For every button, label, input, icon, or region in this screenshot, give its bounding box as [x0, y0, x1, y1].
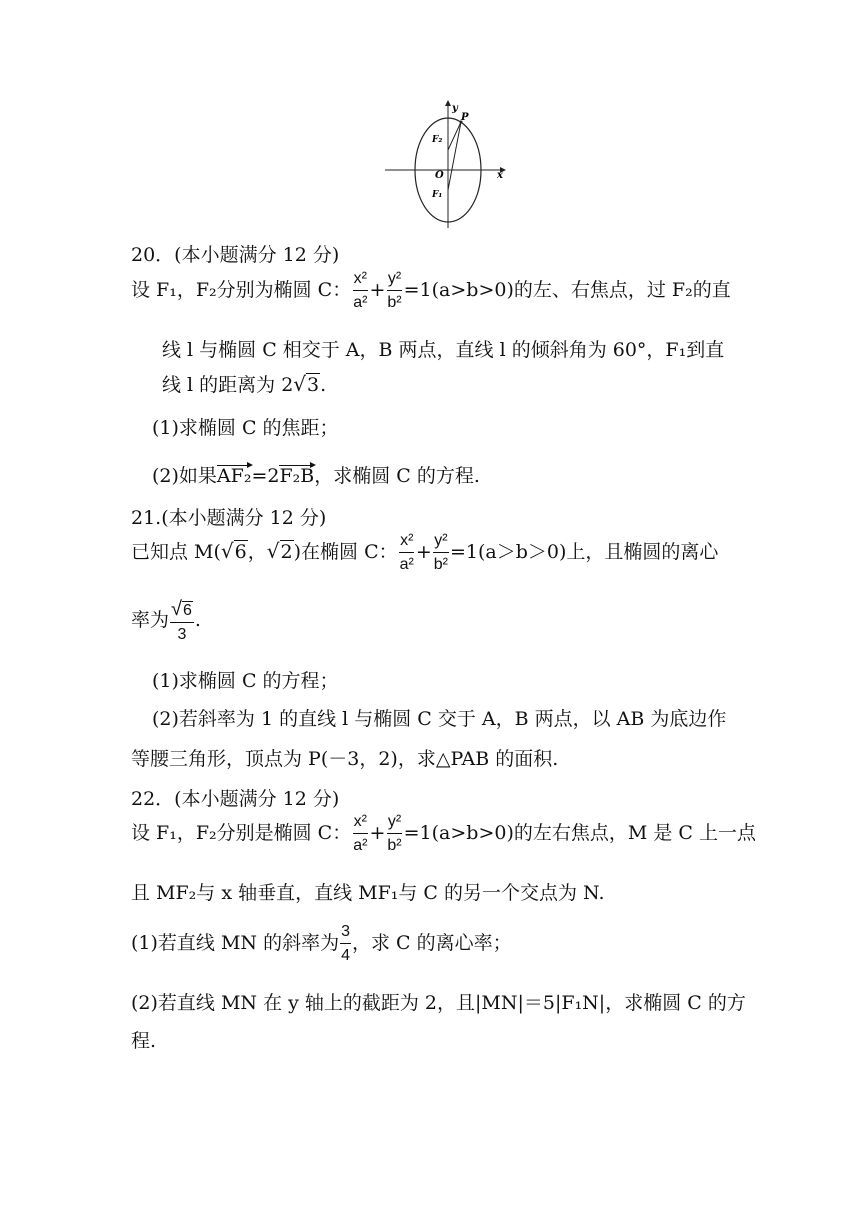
q21-stem: 已知点 M(√6，√2)在椭圆 C： $\frac{\text{x²}}{\text{a²}}$ + $\frac{\text{y²}}{\text{b²}}$ =1(a＞b＞0)上，且椭圆的离心	[131, 532, 719, 573]
q22-stem: 设 F₁，F₂分别是椭圆 C： $\frac{\text{x²}}{\text{a²}}$ + $\frac{\text{y²}}{\text{b²}}$ =1(a>b>0)的左右焦点，M 是 C 上一点	[131, 813, 756, 854]
q22-part1: (1)若直线 MN 的斜率为 $\frac{3}{4}$ ，求 C 的离心率；	[131, 923, 512, 964]
segment-f2-p	[448, 122, 461, 150]
q21-part1: (1)求椭圆 C 的方程；	[152, 670, 339, 692]
q20-line2: 线 l 与椭圆 C 相交于 A，B 两点，直线 l 的倾斜角为 60°，F₁到直	[162, 339, 725, 361]
q22-line2: 且 MF₂与 x 轴垂直，直线 MF₁与 C 的另一个交点为 N.	[131, 882, 605, 904]
q20-header: 20．(本小题满分 12 分)	[131, 244, 340, 266]
q20-part2: (2)如果AF₂=2F₂B，求椭圆 C 的方程.	[152, 465, 480, 487]
q22-frac-slope: $\frac{3}{4}$	[341, 923, 350, 964]
q20-frac-x: $\frac{\text{x²}}{\text{a²}}$	[353, 270, 368, 311]
q21-sqrt6: √6	[220, 539, 247, 563]
q21-frac-ecc: $\frac{√6}{3}$	[171, 598, 192, 643]
q21-frac-x: $\frac{\text{x²}}{\text{a²}}$	[399, 532, 414, 573]
label-f1: F₁	[432, 190, 443, 200]
label-o: O	[435, 170, 444, 181]
q22-part2-line1: (2)若直线 MN 在 y 轴上的截距为 2，且|MN|＝5|F₁N|，求椭圆 C 的方	[131, 992, 746, 1014]
q21-part2-line2: 等腰三角形，顶点为 P(－3，2)，求△PAB 的面积.	[131, 748, 559, 770]
q20-frac-y: $\frac{\text{y²}}{\text{b²}}$	[387, 270, 402, 311]
q22-frac-y: $\frac{\text{y²}}{\text{b²}}$	[387, 813, 402, 854]
label-y: y	[452, 103, 458, 114]
label-p: P	[461, 112, 469, 123]
y-axis-arrow	[445, 100, 451, 106]
label-x: x	[497, 170, 503, 181]
q20-vector-f2b: F₂B	[279, 465, 315, 487]
q20-sqrt3: √3	[293, 372, 320, 396]
segment-f1-p	[448, 122, 461, 190]
ellipse-figure	[385, 98, 510, 230]
q21-part2-line1: (2)若斜率为 1 的直线 l 与椭圆 C 交于 A，B 两点，以 AB 为底边作	[152, 708, 727, 730]
q22-header: 22．(本小题满分 12 分)	[131, 788, 340, 810]
q21-eccentricity: 率为 $\frac{√6}{3}$ .	[131, 598, 201, 643]
q20-part1: (1)求椭圆 C 的焦距；	[152, 417, 339, 439]
q21-header: 21.(本小题满分 12 分)	[131, 507, 327, 529]
label-f2: F₂	[432, 135, 443, 145]
q20-vector-af2: AF₂	[216, 465, 252, 487]
q20-line3: 线 l 的距离为 2√3.	[162, 372, 327, 396]
q22-part2-line2: 程.	[131, 1030, 157, 1052]
q20-stem: 设 F₁，F₂分别为椭圆 C： $\frac{\text{x²}}{\text{a²}}$ + $\frac{\text{y²}}{\text{b²}}$ =1(a>b>0)的左、右焦点，过 F₂的直	[131, 270, 731, 311]
q21-frac-y: $\frac{\text{y²}}{\text{b²}}$	[433, 532, 449, 573]
q22-frac-x: $\frac{\text{x²}}{\text{a²}}$	[353, 813, 368, 854]
q21-sqrt2: √2	[266, 539, 293, 563]
